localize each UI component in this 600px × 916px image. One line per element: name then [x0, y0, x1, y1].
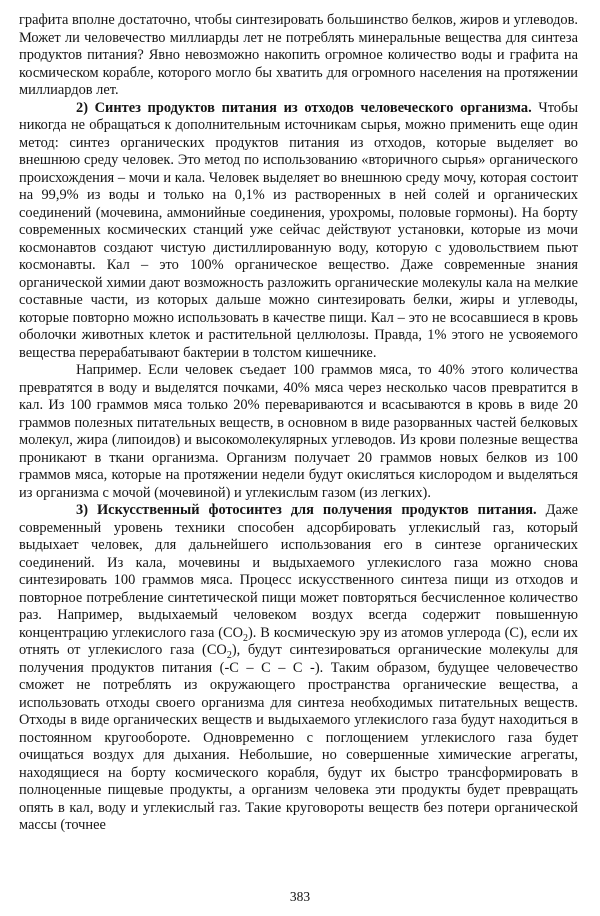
- text-run: графита вполне достаточно, чтобы синтезировать большинство белков, жиров и углеводов. Может ли человечество миллиарды лет не потреблять минеральные вещества для синтеза продуктов питания? Явно невозможно накопить огромное количество воды и графита на космическом корабле, которого могло бы хватить для огромного населения на протяжении миллиардов лет.: [19, 12, 578, 98]
- paragraph: [19, 362, 578, 502]
- text-run: Например. Если человек съедает 100 граммов мяса, то 40% этого количества превратятся в воду и выделятся почками, 40% мяса через несколько часов превратится в кал. Из 100 граммов мяса только 20% перевариваются и всасываются в кровь в виде 20 граммов полезных питательных веществ, в основном в виде разорванных частей белковых молекул, жира (липоидов) и высокомолекулярных углеводов. Из крови полезные вещества проникают в ткани организма. Организм получает 20 граммов новых белков из 100 граммов мяса, которые на протяжении недели будут окисляться кислородом и выделяться из организма с мочой (мочевиной) и углекислым газом (из легких).: [19, 362, 578, 501]
- text-run: ), будут синтезироваться органические молекулы для получения продуктов питания (-C – C – C -). Таким образом, будущее человечество сможет не потреблять из окружающего пространства органические вещества, а использовать отходы своего организма для синтеза необходимых питательных веществ. Отходы в виде органических веществ и выдыхаемого углекислого газа будут находиться в постоянном кругообороте. Одновременно с поглощением углекислого газа будет очищаться воздух для дыхания. Небольшие, но совершенные химические агрегаты, находящиеся на борту космического корабля, будут их быстро трансформировать в полноценные пищевые продукты, а организм человека эти продукты будет превращать опять в кал, воду и углекислый газ. Такие круговороты веществ без потери органической массы (точнее: [19, 642, 578, 833]
- text-container: [19, 12, 578, 835]
- text-run: ). В космическую эру из атомов углерода (C), если их отнять от углекислого газа (CO: [19, 624, 578, 658]
- paragraph: [19, 502, 578, 835]
- text-run: Даже современный уровень техники способен адсорбировать углекислый газ, который выдыхает человек, для дальнейшего использования его в синтезе органических соединений. Из кала, мочевины и выдыхаемого углекислого газа можно снова синтезировать 100 граммов мяса. Процесс искусственного синтеза пищи из отходов и повторное потребление синтетической пищи может повторяться бесчисленное количество раз. Например, выдыхаемый человеком воздух всегда содержит повышенную концентрацию углекислого газа (CO: [19, 502, 578, 641]
- subscript-run: 2: [243, 632, 248, 644]
- heading-run: 2) Синтез продуктов питания из отходов человеческого организма.: [76, 99, 532, 116]
- subscript-run: 2: [226, 649, 232, 661]
- text-run: Чтобы никогда не обращаться к дополнительным источникам сырья, можно применить еще один метод: синтез органических продуктов питания из отходов, которые выделяет во внешнюю среду человек. Это метод по использованию «вторичного сырья» органического происхождения – мочи и кала. Человек выделяет во внешнюю среду мочу, которая состоит на 99,9% из воды и только на 0,1% из растворенных в ней солей и органических соединений (мочевина, аммонийные соединения, урохромы, половые гормоны). На борту современных космических станций уже сейчас действуют установки, которые из мочи космонавтов создают чистую дистиллированную воду, которую с удовольствием пьют космонавты. Кал – это 100% органическое вещество. Даже современные знания органической химии дают возможность разложить органические молекулы кала на мелкие составные части, из которых дальше можно синтезировать белки, жиры и углеводы, которые повторно можно использовать в качестве пищи. Кал – это не всосавшиеся в кровь оболочки животных клеток и растительной целлюлозы. Правда, 1% этого не усвояемого вещества перерабатывают бактерии в толстом кишечнике.: [19, 99, 578, 361]
- paragraph: [19, 100, 578, 363]
- paragraph: [19, 12, 578, 100]
- heading-run: 3) Искусственный фотосинтез для получения продуктов питания.: [76, 502, 537, 518]
- page-number: 383: [289, 889, 311, 904]
